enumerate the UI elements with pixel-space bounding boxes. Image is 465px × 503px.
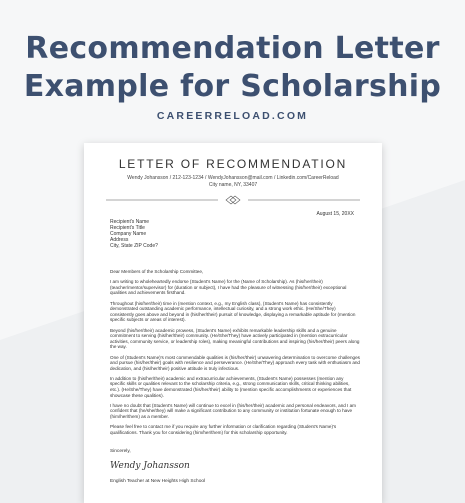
hero-title-line1: Recommendation Letter: [25, 31, 440, 66]
body-paragraph: Please feel free to contact me if you require any further information or clarification regarding (Student's Name)'s qualifications. Thank you for considering (him/her/them) for this scholarship opportunity.: [110, 424, 337, 435]
recipient-line: Address: [110, 237, 129, 244]
body-paragraph: I am writing to wholeheartedly endorse (Student's Name) for the (Name of Scholarship). As (his/her/their) (teacher/mentor/supervisor) for (duration or subject), I have had the pleasure of witnessing (his/her/their) exceptional qualities and achievements firsthand.: [110, 279, 347, 296]
salutation: Dear Members of the Scholarship Committee,: [110, 269, 204, 274]
letter-date: August 15, 20XX: [316, 211, 354, 217]
letter-title: LETTER OF RECOMMENDATION: [118, 157, 348, 171]
body-paragraph: In addition to (his/her/their) academic and extracurricular achievements, (Student's Name) possesses (mention any specific skills or qualities relevant to the scholarship criteria, e.g., strong communication skills, critical thinking abilities, etc.). (He/She/They) have demonstrated (his/her/their) ability to (mention specific accomplishments or experiences that showcase these qualities).: [110, 375, 352, 398]
contact-line: Wendy Johansson / 212-123-1234 / WendyJohansson@mail.com / Linkedin.com/CareerReload: [127, 175, 339, 181]
body-paragraph: Throughout (his/her/their) time in (mention context, e.g., my English class), (Student's Name) has consistently demonstrated outstanding academic performance, intellectual curiosity, and a strong work ethic. (He/She/They) consistently goes above and beyond in (his/her/their) pursuit of knowledge, displaying a remarkable aptitude for (mention specific subjects or areas of interest).: [110, 300, 356, 323]
body-paragraph: Beyond (his/her/their) academic prowess, (Student's Name) exhibits remarkable leadership skills and a genuine commitment to serving (his/her/their) community. (He/She/They) have actively participated in (mention extracurricular activities, community service, or leadership roles), making meaningful contributions and inspiring (his/her/their) peers along the way.: [110, 327, 360, 350]
closing: Sincerely,: [110, 449, 131, 454]
body-paragraph: I have no doubt that (Student's Name) will continue to excel in (his/her/their) academic and personal endeavors, and I am confident that (he/she/they) will make a significant contribution to any community or institution fortunate enough to have (him/her/them) as a member.: [110, 402, 357, 420]
hero-title: [0, 30, 465, 106]
signature: Wendy Johansson: [110, 461, 190, 471]
signer-title: English Teacher at New Heights High School: [110, 479, 206, 484]
letter-page: [84, 143, 382, 503]
recipient-line: Recipient's Title: [110, 225, 145, 232]
site-name: CAREERRELOAD.COM: [156, 110, 309, 122]
recipient-block: [110, 219, 158, 249]
ornament-divider: [106, 195, 360, 205]
recipient-line: Company Name: [110, 231, 147, 238]
contact-info: [84, 175, 382, 189]
letter-body: [110, 269, 360, 440]
recipient-line: Recipient's Name: [110, 219, 150, 225]
hero-title-line2: Example for Scholarship: [23, 69, 442, 104]
body-paragraph: One of (Student's Name)'s most commendable qualities is (his/her/their) unwavering determination to overcome challenges and pursue (his/her/their) goals with resilience and perseverance. (He/She/They) approach every task with enthusiasm and dedication, and (his/her/their) positive attitude is truly infectious.: [110, 354, 360, 371]
contact-city: City name, NY, 33407: [208, 182, 258, 188]
recipient-line: City, State ZIP Code?: [110, 243, 158, 250]
